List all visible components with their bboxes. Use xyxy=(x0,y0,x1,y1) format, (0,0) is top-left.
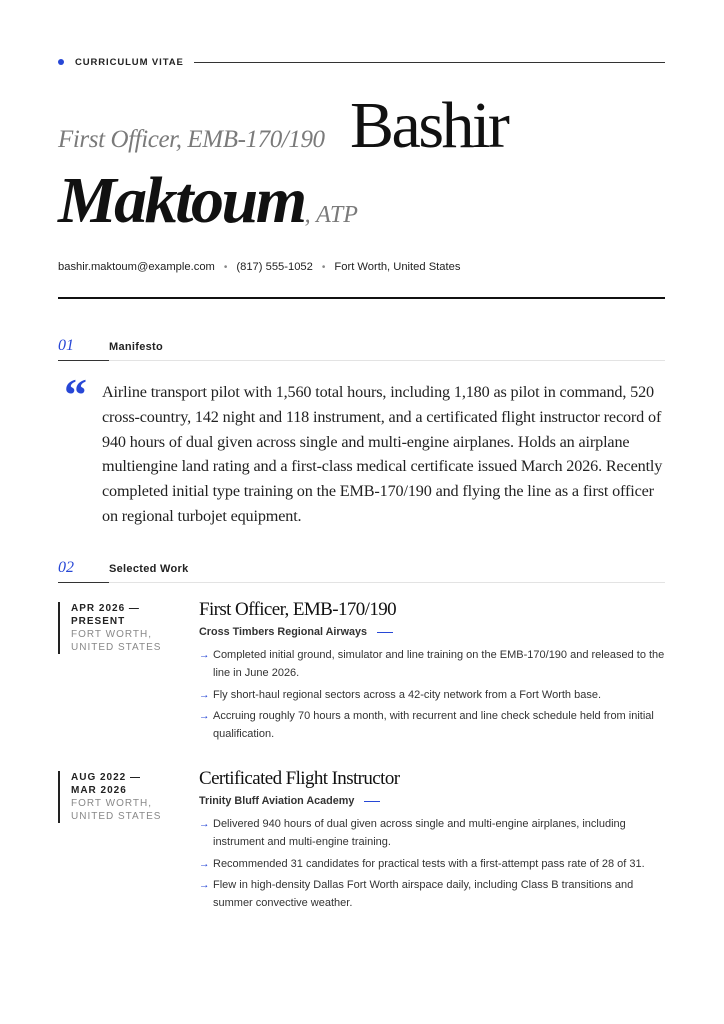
job-location-country: UNITED STATES xyxy=(71,811,162,822)
section-rule xyxy=(109,582,665,583)
header-divider xyxy=(58,297,665,299)
section-rule-accent xyxy=(58,360,109,361)
bullet-text: Delivered 940 hours of dual given across single and multi-engine airplanes, including instrument and multi-engine training. xyxy=(213,818,626,848)
list-item xyxy=(199,646,665,682)
arrow-right-icon: → xyxy=(199,857,210,870)
bullet-text: Flew in high-density Dallas Fort Worth airspace daily, including Class B transitions and summer convective weather. xyxy=(213,879,634,909)
cv-label-row xyxy=(58,55,665,69)
arrow-right-icon: → xyxy=(199,649,210,661)
contact-separator: • xyxy=(223,261,228,273)
last-name: Maktoum xyxy=(58,164,305,237)
job-dates-end: MAR 2026 xyxy=(71,785,127,796)
bullet-text: Completed initial ground, simulator and line training on the EMB-170/190 and released to the line in June 2026. xyxy=(213,649,665,679)
job-meta xyxy=(58,602,181,654)
job-dates-end: PRESENT xyxy=(71,616,126,627)
contact-location: Fort Worth, United States xyxy=(334,261,461,273)
job-dates-start: AUG 2022 — xyxy=(71,772,142,783)
arrow-right-icon: → xyxy=(199,879,210,891)
job-company-row xyxy=(199,626,665,638)
first-name: Bashir xyxy=(350,89,508,162)
quote-icon: “ xyxy=(64,369,87,420)
company-rule xyxy=(364,801,380,802)
list-item xyxy=(199,707,665,743)
job-body xyxy=(199,599,665,747)
section-header-manifesto xyxy=(58,337,665,361)
job-meta xyxy=(58,771,181,823)
job-body xyxy=(199,768,665,916)
cv-label-rule xyxy=(194,62,665,63)
arrow-right-icon: → xyxy=(199,710,210,722)
job-company-row xyxy=(199,795,665,807)
arrow-right-icon: → xyxy=(199,688,210,701)
job-bullets xyxy=(199,815,665,912)
role-title: First Officer, EMB-170/190 xyxy=(58,126,325,153)
name-suffix: , ATP xyxy=(304,202,358,228)
list-item xyxy=(199,876,665,912)
job-location-city: FORT WORTH, xyxy=(71,629,152,640)
contact-phone[interactable]: (817) 555-1052 xyxy=(236,261,313,273)
section-number: 01 xyxy=(58,337,74,354)
cv-label: CURRICULUM VITAE xyxy=(75,56,184,68)
job-location-country: UNITED STATES xyxy=(71,642,162,653)
section-header-work xyxy=(58,559,665,583)
job-company: Cross Timbers Regional Airways xyxy=(199,626,368,638)
accent-dot-icon xyxy=(58,59,64,65)
bullet-text: Accruing roughly 70 hours a month, with recurrent and line check schedule held from initial qualification. xyxy=(213,710,654,740)
section-rule-accent xyxy=(58,582,109,583)
job-title: First Officer, EMB-170/190 xyxy=(199,599,397,620)
name-block-bottom xyxy=(58,164,358,238)
section-title: Selected Work xyxy=(109,563,189,575)
contact-email[interactable]: bashir.maktoum@example.com xyxy=(58,261,215,273)
job-location-city: FORT WORTH, xyxy=(71,798,152,809)
contact-line xyxy=(58,261,460,273)
job-title: Certificated Flight Instructor xyxy=(199,768,400,789)
section-rule xyxy=(109,360,665,361)
company-rule xyxy=(377,632,393,633)
job-company: Trinity Bluff Aviation Academy xyxy=(199,795,355,807)
section-title: Manifesto xyxy=(109,341,164,353)
list-item xyxy=(199,855,665,873)
job-bullets xyxy=(199,646,665,743)
arrow-right-icon: → xyxy=(199,818,210,830)
contact-separator: • xyxy=(321,261,326,273)
bullet-text: Fly short-haul regional sectors across a 42-city network from a Fort Worth base. xyxy=(213,688,601,701)
section-number: 02 xyxy=(58,559,74,576)
list-item xyxy=(199,815,665,851)
bullet-text: Recommended 31 candidates for practical tests with a first-attempt pass rate of 28 of 31. xyxy=(213,857,645,870)
manifesto-text: Airline transport pilot with 1,560 total hours, including 1,180 as pilot in command, 520 cross-country, 142 night and 118 instrument, and a certificated flight instructor record of 940 hours of dual given across single and multi-engine airplanes. Holds an airplane multiengine land rating and a first-class medical certificate issued March 2026. Recently completed initial type training on the EMB-170/190 and flying the line as a first officer on regional turbojet equipment. xyxy=(102,383,663,525)
list-item xyxy=(199,686,665,704)
job-dates-start: APR 2026 — xyxy=(71,603,140,614)
